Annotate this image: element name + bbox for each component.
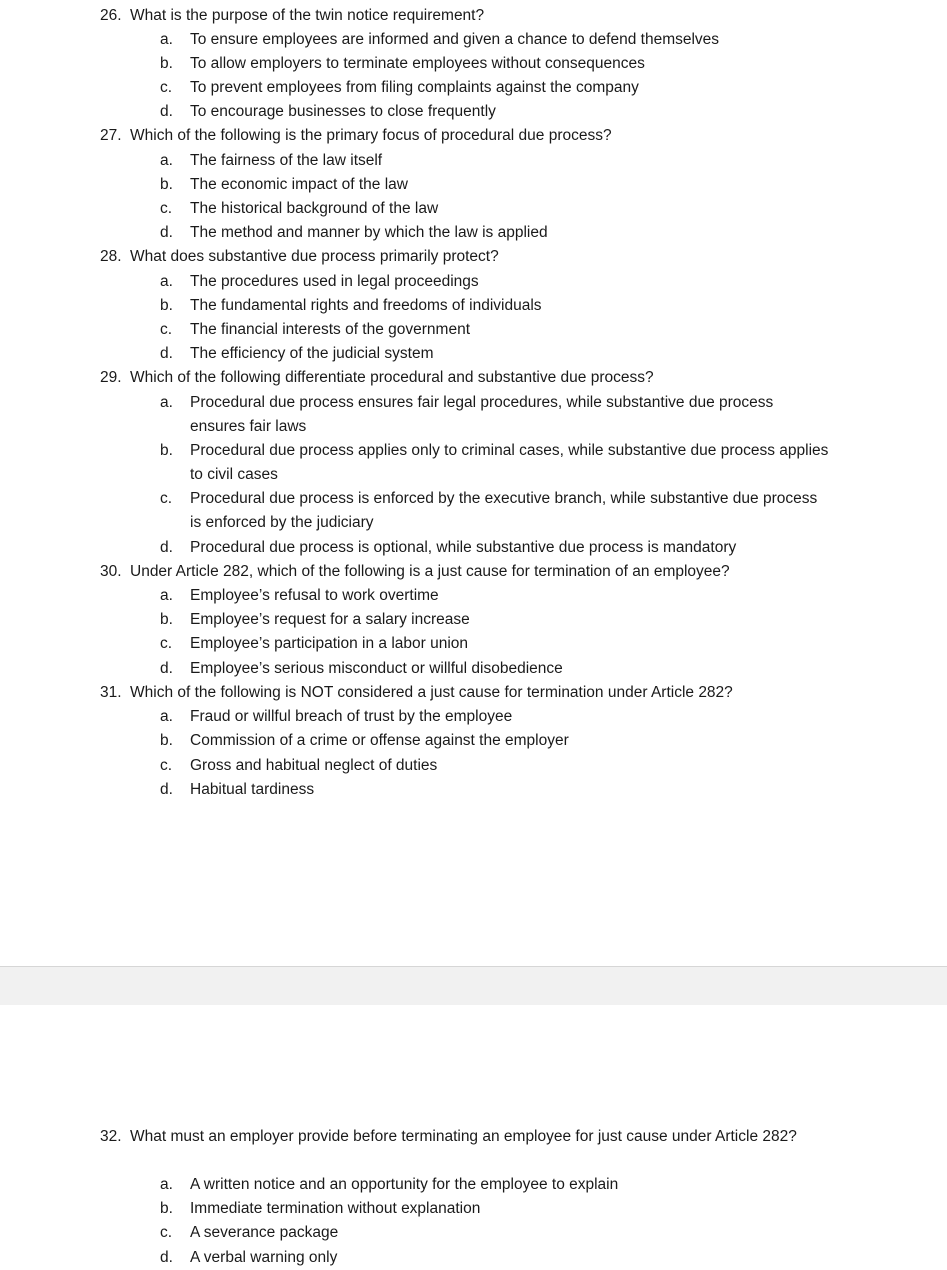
- question-number: 26.: [100, 7, 122, 24]
- option-letter: d.: [160, 103, 173, 120]
- option-text: Procedural due process is enforced by the executive branch, while substantive due process is enforced by the judiciary: [190, 490, 818, 531]
- option-letter: b.: [160, 442, 173, 459]
- option-letter: b.: [160, 297, 173, 314]
- option-text: To ensure employees are informed and given a chance to defend themselves: [190, 31, 720, 48]
- question-number: 31.: [100, 684, 122, 701]
- option-letter: b.: [160, 1200, 173, 1217]
- option-letter: a.: [160, 708, 173, 725]
- option-letter: c.: [160, 321, 173, 338]
- question-text: Which of the following is the primary focus of procedural due process?: [130, 127, 612, 144]
- question-number: 27.: [100, 127, 122, 144]
- option-letter: d.: [160, 1249, 173, 1266]
- option-letter: a.: [160, 587, 173, 604]
- option-letter: c.: [160, 1224, 173, 1241]
- option-letter: a.: [160, 394, 173, 411]
- option-text: Employee’s refusal to work overtime: [190, 587, 439, 604]
- option-text: Immediate termination without explanation: [190, 1200, 481, 1217]
- option-text: The fairness of the law itself: [190, 152, 383, 169]
- page-separator: [0, 966, 947, 1006]
- question-text: What does substantive due process primarily protect?: [130, 248, 499, 265]
- option-letter: d.: [160, 539, 173, 556]
- option-text: A severance package: [190, 1224, 339, 1241]
- option-text: The fundamental rights and freedoms of individuals: [190, 297, 542, 314]
- question-number: 28.: [100, 248, 122, 265]
- question-text: Which of the following is NOT considered a just cause for termination under Article 282?: [130, 684, 733, 701]
- option-letter: c.: [160, 79, 173, 96]
- option-text: The financial interests of the government: [190, 321, 471, 338]
- option-letter: b.: [160, 732, 173, 749]
- question-text: Under Article 282, which of the following is a just cause for termination of an employee?: [130, 563, 730, 580]
- question-number: 29.: [100, 369, 122, 386]
- option-text: To allow employers to terminate employees without consequences: [190, 55, 645, 72]
- question-text: What must an employer provide before terminating an employee for just cause under Article 282?: [130, 1128, 797, 1145]
- option-text: Procedural due process is optional, while substantive due process is mandatory: [190, 539, 737, 556]
- option-text: Employee’s request for a salary increase: [190, 611, 470, 628]
- option-text: The method and manner by which the law is applied: [190, 224, 548, 241]
- option-letter: c.: [160, 200, 173, 217]
- option-letter: c.: [160, 635, 173, 652]
- option-text: Procedural due process applies only to criminal cases, while substantive due process applies to civil cases: [190, 442, 829, 483]
- option-text: Gross and habitual neglect of duties: [190, 757, 438, 774]
- option-text: The procedures used in legal proceedings: [190, 273, 479, 290]
- option-text: The efficiency of the judicial system: [190, 345, 434, 362]
- question-text: Which of the following differentiate procedural and substantive due process?: [130, 369, 654, 386]
- option-text: To prevent employees from filing complaints against the company: [190, 79, 639, 96]
- option-letter: c.: [160, 757, 173, 774]
- option-letter: d.: [160, 345, 173, 362]
- option-text: A written notice and an opportunity for the employee to explain: [190, 1176, 619, 1193]
- option-letter: d.: [160, 224, 173, 241]
- page-2: [0, 1005, 947, 1270]
- option-text: Commission of a crime or offense against the employer: [190, 732, 569, 749]
- option-text: A verbal warning only: [190, 1249, 338, 1266]
- option-letter: b.: [160, 55, 173, 72]
- option-text: Fraud or willful breach of trust by the employee: [190, 708, 513, 725]
- option-text: Procedural due process ensures fair legal procedures, while substantive due process ensures fair laws: [190, 394, 774, 435]
- option-letter: b.: [160, 611, 173, 628]
- option-letter: a.: [160, 152, 173, 169]
- option-letter: a.: [160, 273, 173, 290]
- option-letter: d.: [160, 781, 173, 798]
- option-letter: a.: [160, 1176, 173, 1193]
- question-number: 30.: [100, 563, 122, 580]
- option-text: Employee’s participation in a labor union: [190, 635, 469, 652]
- option-text: The historical background of the law: [190, 200, 439, 217]
- question-text: What is the purpose of the twin notice requirement?: [130, 7, 485, 24]
- option-text: Habitual tardiness: [190, 781, 315, 798]
- option-text: The economic impact of the law: [190, 176, 408, 193]
- option-letter: c.: [160, 490, 173, 507]
- option-letter: a.: [160, 31, 173, 48]
- option-letter: b.: [160, 176, 173, 193]
- option-text: To encourage businesses to close frequently: [190, 103, 496, 120]
- option-letter: d.: [160, 660, 173, 677]
- option-text: Employee’s serious misconduct or willful disobedience: [190, 660, 563, 677]
- question-number: 32.: [100, 1128, 122, 1145]
